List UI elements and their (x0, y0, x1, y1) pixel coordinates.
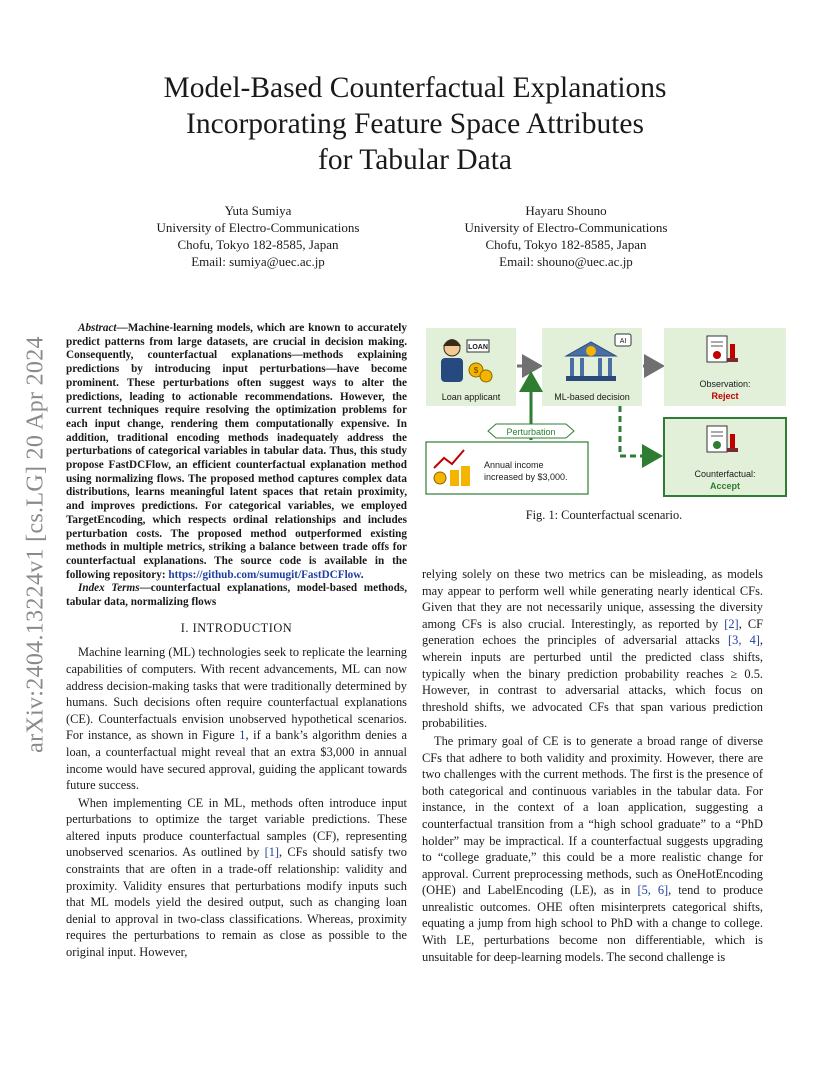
author-address: Chofu, Tokyo 182-8585, Japan (485, 237, 647, 252)
paragraph-text: , if a bank’s algorithm denies a loan, a counterfactual might reveal that an extra $3,000 in annual income would have secured approval, guiding the applicant towards future success. (66, 728, 407, 793)
paragraph-text: The primary goal of CE is to generate a broad range of diverse CFs that adhere to both validity and proximity. However, there are two challenges with the current methods. The first is the presence of both categorical and continuous variables in the tabular data. For instance, in the context of a loan application, suggesting a counterfactual transition from a “high school graduate” to a “PhD holder” may be impractical. If a counterfactual suggests upgrading to “college graduate,” this could be a more realistic change for approval. Current preprocessing methods, such as OneHotEncoding (OHE) and LabelEncoding (LE), as in (422, 733, 763, 898)
svg-text:$: $ (473, 366, 479, 375)
citation[interactable]: [5, 6] (637, 883, 669, 898)
paper-title (80, 70, 750, 178)
author-address: Chofu, Tokyo 182-8585, Japan (177, 237, 339, 252)
paragraph-text: , tend to produce unrealistic outcomes. OHE often misinterprets categorical shifts, equating a jump from high school to PhD with a change to college. With LE, perturbations become non differentiable, which is unsuitable for deep-learning models. The second challenge is (422, 883, 763, 964)
author-email: Email: shouno@uec.ac.jp (499, 254, 633, 269)
loan-tag: LOAN (468, 344, 488, 351)
accept-label: Accept (709, 481, 741, 491)
abstract-label: Abstract (78, 322, 117, 334)
reject-label: Reject (711, 391, 739, 401)
paragraph-text: , CF generation echoes the principles of adversarial attacks (422, 616, 764, 648)
citation[interactable]: [3, 4] (728, 633, 760, 648)
index-terms-text: —counterfactual explanations, model-based methods, tabular data, normalizing flows (66, 582, 407, 609)
abstract-end: . (360, 568, 364, 581)
author-email: Email: sumiya@uec.ac.jp (191, 254, 325, 269)
author-block-1 (108, 202, 408, 270)
left-column (66, 322, 407, 961)
intro-paragraph-2 (66, 795, 407, 961)
citation[interactable]: [2] (724, 616, 739, 631)
right-paragraph-2 (422, 733, 763, 965)
ml-decision-label: ML-based decision (554, 392, 630, 402)
intro-paragraph-1 (66, 644, 407, 793)
paragraph-text: When implementing CE in ML, methods often introduce input perturbations to optimize the target variable predictions. These altered inputs produce counterfactual samples (CF), representing unobserved scenarios. As outlined by (66, 795, 407, 860)
perturbation-label: Perturbation (506, 427, 556, 437)
title-line-2: Incorporating Feature Space Attributes (186, 108, 644, 140)
paragraph-text: , wherein inputs are perturbed until the predicted class shifts, typically when the binary prediction probability reaches ≥ 0.5. However, in contrast to adversarial attacks, which focus on threshold shifts, we advocated CFs that span various prediction probabilities. (422, 633, 763, 731)
citation[interactable]: [1] (264, 845, 280, 860)
paragraph-text: , CFs should satisfy two constraints that are often in a trade-off relationship: validity and proximity. Validity ensures that perturbations modify inputs such that ML models yield the desired output, such as changing loan denial to approval in two-class classifications. Whereas, proximity requires the perturbations to remain as close as possible to the original input. However, (66, 845, 407, 960)
author-affiliation: University of Electro-Communications (464, 220, 668, 235)
title-line-1: Model-Based Counterfactual Explanations (163, 72, 667, 104)
right-paragraph-1 (422, 566, 763, 732)
figure-caption: Fig. 1: Counterfactual scenario. (525, 508, 683, 522)
figure-reference[interactable]: 1 (239, 728, 246, 743)
index-terms-label: Index Terms (78, 582, 140, 595)
dashed-path-to-counterfactual (620, 406, 660, 456)
author-name: Hayaru Shouno (525, 203, 607, 218)
paragraph-text: Machine learning (ML) technologies seek to replicate the learning capabilities of computers. With recent advancements, ML can now address decision-making tasks that were traditionally determined by humans. Such decisions often require counterfactual explanations (CE). Counterfactuals envision unobserved hypothetical scenarios. For instance, as shown in Figure (66, 645, 407, 743)
right-column (422, 566, 763, 965)
abstract-text: —Machine-learning models, which are known to accurately predict patterns from large datasets, are crucial in decision making. Consequently, counterfactual explanations—methods explaining predictions by introducing input perturbations—have become prominent. These perturbations often suggest ways to alter the predictions, leading to actionable recommendations. However, the current techniques require resolving the optimization problems for each input change, rendering them computationally expensive. In addition, traditional encoding methods inadequately address the perturbations of categorical variables in tabular data. Thus, this study propose FastDCFlow, an efficient counterfactual explanation method using normalizing flows. The proposed method captures complex data distributions, learns meaningful latent spaces that retain proximity, and improves predictions. For categorical variables, we employed TargetEncoding, which respects ordinal relationships and includes perturbation costs. The proposed method outperformed existing methods in multiple metrics, striking a balance between trade offs for counterfactual explanations. The source code is available in the following repository: (66, 322, 407, 581)
figure-counterfactual-scenario (424, 318, 790, 502)
income-line-1: Annual income (484, 460, 544, 470)
author-block-2 (416, 202, 716, 270)
counterfactual-label: Counterfactual: (694, 469, 756, 479)
repository-link[interactable]: https://github.com/sumugit/FastDCFlow (168, 568, 361, 581)
ai-tag: AI (619, 338, 627, 345)
observation-label: Observation: (699, 379, 751, 389)
author-name: Yuta Sumiya (224, 203, 292, 218)
abstract (66, 322, 407, 582)
author-affiliation: University of Electro-Communications (156, 220, 360, 235)
title-line-3: for Tabular Data (318, 144, 512, 176)
index-terms (66, 582, 407, 609)
income-line-2: increased by $3,000. (484, 472, 568, 482)
loan-applicant-label: Loan applicant (441, 392, 501, 402)
paragraph-text: relying solely on these two metrics can be misleading, as models may appear to perform well while generating nearly identical CFs. Given that they are not necessarily unique, assessing the diversity among CFs is also crucial. Interestingly, as reported by (422, 567, 763, 631)
arxiv-identifier: arXiv:2404.13224v1 [cs.LG] 20 Apr 2024 (22, 336, 49, 753)
section-heading: I. INTRODUCTION (180, 620, 293, 635)
